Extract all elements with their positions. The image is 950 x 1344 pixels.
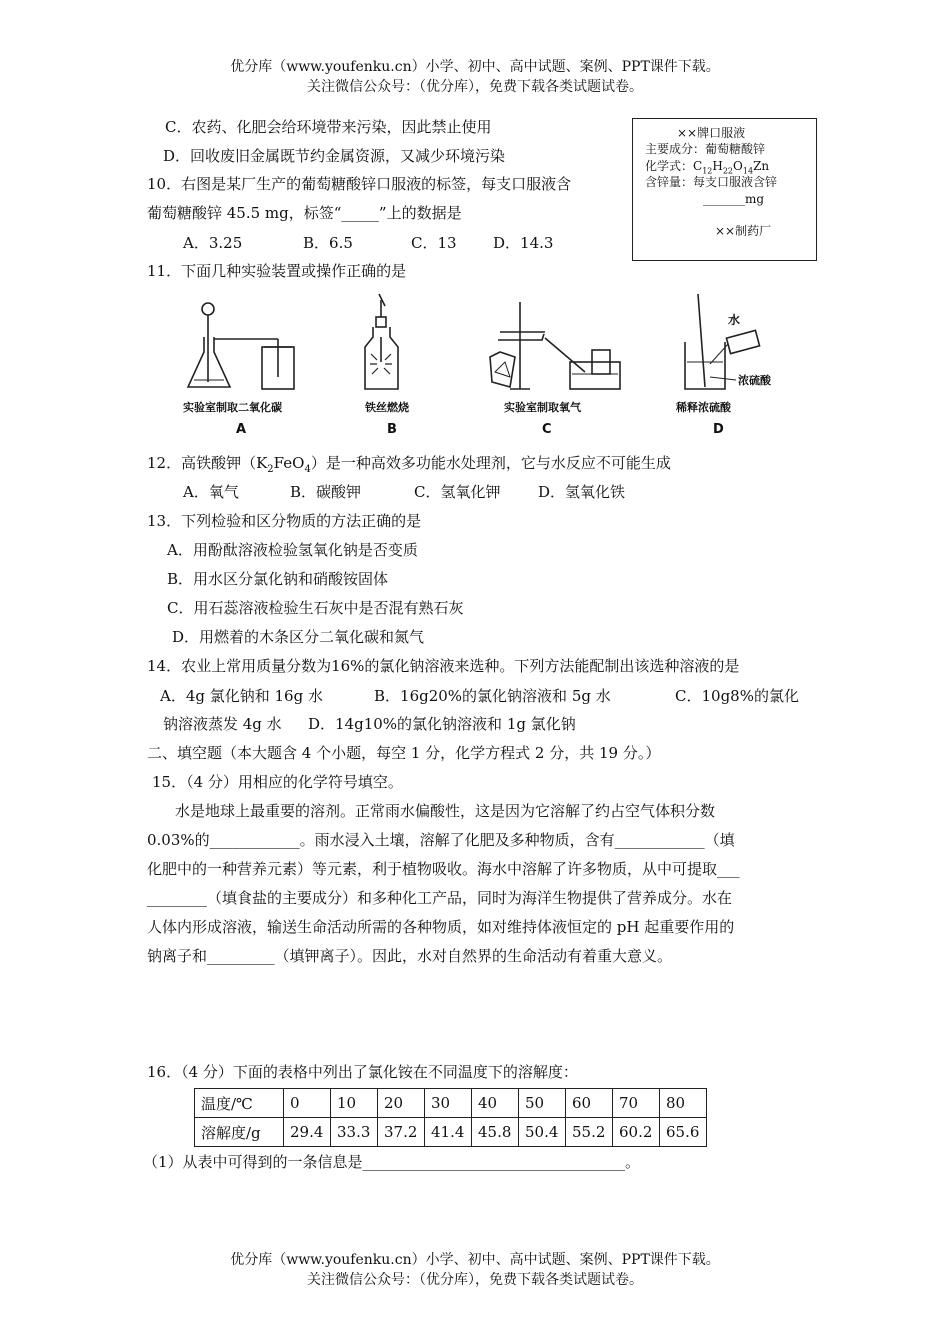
table-cell: 40	[472, 1089, 519, 1118]
q16-stem: 16．（4 分）下面的表格中列出了氯化铵在不同温度下的溶解度：	[147, 1063, 578, 1081]
table-row	[195, 1089, 707, 1118]
medicine-label-maker: ××制药厂	[715, 224, 772, 238]
table-cell: 60	[566, 1089, 613, 1118]
section2-title: 二、填空题（本大题含 4 个小题，每空 1 分，化学方程式 2 分，共 19 分。）	[147, 744, 661, 762]
apparatus-d-water-label: 水	[728, 313, 741, 327]
q11-stem: 11．下面几种实验装置或操作正确的是	[147, 262, 407, 280]
q13-option-b: B．用水区分氯化钠和硝酸铵固体	[167, 570, 389, 588]
apparatus-b	[365, 294, 398, 389]
letter-b: B	[387, 422, 397, 437]
table-cell: 50.4	[519, 1118, 566, 1147]
caption-c: 实验室制取氧气	[504, 401, 581, 414]
q10-option-b: B．6.5	[303, 234, 353, 252]
q12-option-b: B．碳酸钾	[290, 483, 362, 501]
q15-stem: 15．（4 分）用相应的化学符号填空。	[152, 773, 403, 791]
table-cell: 20	[378, 1089, 425, 1118]
q10-stem-line2: 葡萄糖酸锌 45.5 mg，标签“_____”上的数据是	[147, 204, 462, 222]
table-cell: 70	[613, 1089, 660, 1118]
q15-paragraph-line3: 化肥中的一种营养元素）等元素，利于植物吸收。海水中溶解了许多物质，从中可提取___	[147, 860, 740, 878]
table-row	[195, 1118, 707, 1147]
q14-option-c-cont: 钠溶液蒸发 4g 水	[163, 715, 282, 733]
q13-option-d: D．用燃着的木条区分二氧化碳和氮气	[172, 628, 425, 646]
table-cell: 50	[519, 1089, 566, 1118]
q16-subquestion-1: （1）从表中可得到的一条信息是___________________________________。	[143, 1153, 641, 1171]
q9-option-d: D．回收废旧金属既节约金属资源，又减少环境污染	[163, 147, 506, 165]
medicine-label-ingredient: 主要成分：葡萄糖酸锌	[645, 142, 766, 156]
medicine-label-title: ××牌口服液	[677, 126, 746, 140]
table-cell: 65.6	[660, 1118, 707, 1147]
q14-option-a: A．4g 氯化钠和 16g 水	[160, 687, 323, 705]
q14-stem: 14．农业上常用质量分数为16%的氯化钠溶液来选种。下列方法能配制出该选种溶液的是	[147, 657, 740, 675]
table-cell: 10	[331, 1089, 378, 1118]
apparatus-drawings	[180, 292, 771, 442]
q12-option-d: D．氢氧化铁	[538, 483, 626, 501]
q14-option-d: D．14g10%的氯化钠溶液和 1g 氯化钠	[308, 715, 576, 733]
table-cell: 37.2	[378, 1118, 425, 1147]
q15-paragraph-line4: ________（填食盐的主要成分）和多种化工产品，同时为海洋生物提供了营养成分。水在	[147, 889, 733, 907]
medicine-label-blank: _______mg	[703, 192, 765, 206]
q10-option-d: D．14.3	[493, 234, 554, 252]
medicine-label-formula: 化学式：$C_{12}H_{22}O_{14}Zn$	[645, 159, 770, 176]
table-cell: 0	[284, 1089, 331, 1118]
table-cell: 80	[660, 1089, 707, 1118]
medicine-label-zinc-content: 含锌量：每支口服液含锌	[645, 175, 778, 189]
q15-paragraph-line6: 钠离子和_________（填钾离子）。因此，水对自然界的生命活动有着重大意义。	[147, 947, 673, 965]
caption-b: 铁丝燃烧	[365, 401, 409, 414]
caption-d: 稀释浓硫酸	[676, 401, 731, 414]
table-cell: 29.4	[284, 1118, 331, 1147]
letter-a: A	[236, 422, 247, 437]
medicine-label-box	[632, 118, 817, 261]
table-cell: 60.2	[613, 1118, 660, 1147]
caption-a: 实验室制取二氧化碳	[183, 401, 282, 414]
q14-option-c: C．10g8%的氯化	[675, 687, 799, 705]
q15-paragraph-line5: 人体内形成溶液，输送生命活动所需的各种物质，如对维持体液恒定的 pH 起重要作用的	[147, 918, 735, 936]
page-footer-line2: 关注微信公众号：（优分库），免费下载各类试题试卷。	[307, 1272, 643, 1288]
q13-option-c: C．用石蕊溶液检验生石灰中是否混有熟石灰	[167, 599, 464, 617]
q9-option-c: C．农药、化肥会给环境带来污染，因此禁止使用	[165, 118, 492, 136]
table-cell: 55.2	[566, 1118, 613, 1147]
table-header-temperature: 温度/℃	[195, 1089, 284, 1118]
q12-option-a: A．氧气	[183, 483, 239, 501]
q15-paragraph-line2: 0.03%的____________。雨水浸入土壤，溶解了化肥及多种物质，含有____________（填	[147, 831, 735, 849]
q10-option-c: C．13	[411, 234, 457, 252]
q10-stem-line1: 10．右图是某厂生产的葡萄糖酸锌口服液的标签，每支口服液含	[147, 175, 572, 193]
table-header-solubility: 溶解度/g	[195, 1118, 284, 1147]
table-cell: 45.8	[472, 1118, 519, 1147]
page-header-line2: 关注微信公众号：（优分库），免费下载各类试题试卷。	[307, 79, 643, 95]
q11-apparatus-figure	[180, 292, 771, 442]
page-footer-line1: 优分库（www.youfenku.cn）小学、初中、高中试题、案例、PPT课件下载。	[230, 1252, 720, 1268]
table-cell: 30	[425, 1089, 472, 1118]
apparatus-c	[490, 302, 620, 389]
solubility-table	[194, 1088, 707, 1147]
apparatus-d-acid-label: 浓硫酸	[738, 374, 771, 387]
q15-paragraph-line1: 水是地球上最重要的溶剂。正常雨水偏酸性，这是因为它溶解了约占空气体积分数	[175, 802, 716, 820]
table-cell: 33.3	[331, 1118, 378, 1147]
q10-option-a: A．3.25	[183, 234, 243, 252]
letter-c: C	[542, 422, 552, 437]
q14-option-b: B．16g20%的氯化钠溶液和 5g 水	[374, 687, 611, 705]
table-cell: 41.4	[425, 1118, 472, 1147]
apparatus-a	[188, 303, 294, 389]
q12-option-c: C．氢氧化钾	[414, 483, 501, 501]
q13-stem: 13．下列检验和区分物质的方法正确的是	[147, 512, 422, 530]
q13-option-a: A．用酚酞溶液检验氢氧化钠是否变质	[167, 541, 418, 559]
letter-d: D	[713, 422, 724, 437]
page-header-line1: 优分库（www.youfenku.cn）小学、初中、高中试题、案例、PPT课件下载。	[230, 59, 720, 75]
q12-stem: 12．高铁酸钾$(K_2FeO_4)$是一种高效多功能水处理剂，它与水反应不可能生成	[147, 454, 671, 475]
